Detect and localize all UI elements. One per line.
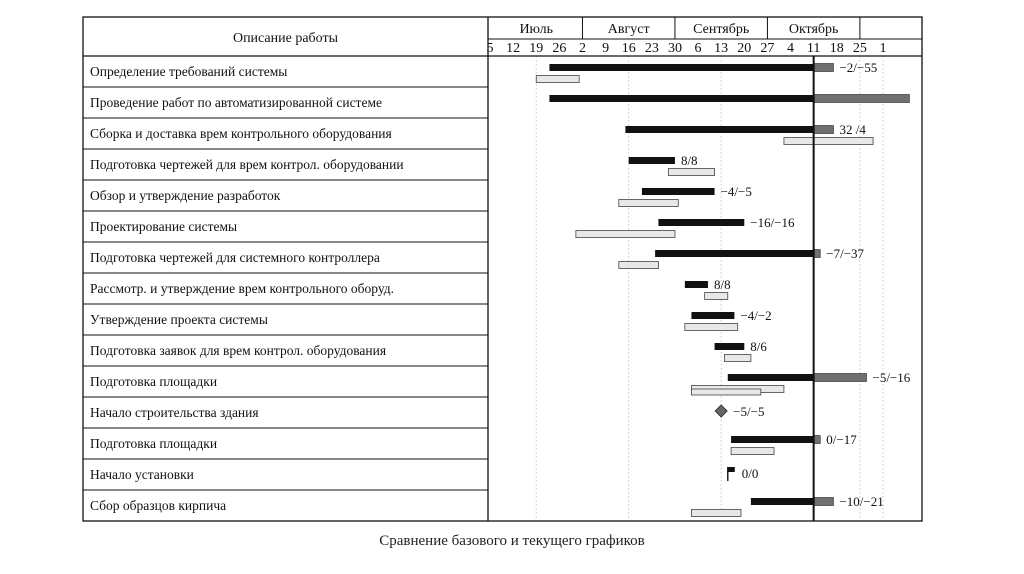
task-name: Утверждение проекта системы bbox=[90, 312, 268, 327]
task-name: Определение требований системы bbox=[90, 64, 288, 79]
baseline-bar bbox=[576, 231, 675, 238]
month-label: Октябрь bbox=[788, 22, 839, 37]
task-name: Проведение работ по автоматизированной системе bbox=[90, 95, 382, 110]
slip-bar bbox=[814, 64, 834, 72]
week-tick-label: 16 bbox=[621, 41, 636, 56]
variance-label: 0/−17 bbox=[826, 432, 857, 447]
week-tick-label: 9 bbox=[602, 41, 610, 56]
baseline-bar bbox=[619, 200, 678, 207]
week-tick-label: 6 bbox=[694, 41, 702, 56]
task-name: Подготовка площадки bbox=[90, 436, 218, 451]
variance-label: −4/−2 bbox=[740, 308, 772, 323]
current-bar bbox=[691, 312, 734, 319]
month-label: Июль bbox=[519, 22, 554, 37]
week-tick-label: 25 bbox=[852, 41, 867, 56]
week-tick-label: 1 bbox=[879, 41, 887, 56]
baseline-bar bbox=[668, 169, 714, 176]
flag-marker bbox=[728, 467, 735, 472]
current-bar bbox=[629, 157, 675, 164]
task-column-header: Описание работы bbox=[232, 31, 339, 46]
baseline-bar bbox=[784, 138, 873, 145]
variance-label: 8/8 bbox=[713, 277, 731, 292]
task-name: Подготовка заявок для врем контрол. оборудования bbox=[90, 343, 387, 358]
task-name: Проектирование системы bbox=[90, 219, 238, 234]
slip-bar bbox=[814, 498, 834, 506]
task-name: Подготовка чертежей для системного контроллера bbox=[90, 250, 380, 265]
baseline-bar bbox=[724, 355, 750, 362]
variance-label: −10/−21 bbox=[839, 494, 884, 509]
current-bar bbox=[625, 126, 813, 133]
slip-bar bbox=[814, 374, 867, 382]
current-bar bbox=[751, 498, 814, 505]
baseline-bar bbox=[619, 262, 659, 269]
baseline-bar bbox=[691, 510, 741, 517]
month-label: Сентябрь bbox=[693, 22, 750, 37]
variance-label: −16/−16 bbox=[750, 215, 795, 230]
current-bar bbox=[658, 219, 744, 226]
variance-label: 8/6 bbox=[750, 339, 767, 354]
month-label: Август bbox=[607, 22, 650, 37]
week-tick-label: 4 bbox=[787, 41, 795, 56]
variance-label: 32 /4 bbox=[839, 122, 866, 137]
chart-caption: Сравнение базового и текущего графиков bbox=[379, 533, 645, 549]
task-name: Подготовка чертежей для врем контрол. оборудовании bbox=[90, 157, 404, 172]
week-tick-label: 30 bbox=[667, 41, 682, 56]
baseline-bar bbox=[691, 389, 760, 395]
week-tick-label: 18 bbox=[829, 41, 844, 56]
baseline-bar bbox=[731, 448, 774, 455]
task-name: Сборка и доставка врем контрольного оборудования bbox=[90, 126, 392, 141]
task-name: Рассмотр. и утверждение врем контрольного оборуд. bbox=[90, 281, 395, 296]
task-name: Начало строительства здания bbox=[90, 405, 259, 420]
slip-bar bbox=[814, 95, 910, 103]
task-name: Начало установки bbox=[90, 467, 194, 482]
current-bar bbox=[549, 64, 813, 71]
week-tick-label: 11 bbox=[806, 41, 821, 56]
current-bar bbox=[642, 188, 715, 195]
current-bar bbox=[731, 436, 814, 443]
current-bar bbox=[715, 343, 745, 350]
week-tick-label: 26 bbox=[552, 41, 567, 56]
week-tick-label: 27 bbox=[760, 41, 775, 56]
variance-label: −2/−55 bbox=[839, 60, 878, 75]
week-tick-label: 19 bbox=[529, 41, 544, 56]
week-tick-label: 23 bbox=[644, 41, 659, 56]
week-tick-label: 12 bbox=[506, 41, 521, 56]
week-tick-label: 13 bbox=[714, 41, 729, 56]
variance-label: 0/0 bbox=[741, 466, 759, 481]
current-bar bbox=[549, 95, 813, 102]
variance-label: 8/8 bbox=[680, 153, 698, 168]
current-bar bbox=[685, 281, 708, 288]
variance-label: −4/−5 bbox=[720, 184, 752, 199]
week-tick-label: 5 bbox=[486, 41, 494, 56]
current-bar bbox=[728, 374, 814, 381]
week-tick-label: 2 bbox=[578, 41, 586, 56]
baseline-bar bbox=[705, 293, 728, 300]
week-tick-label: 20 bbox=[737, 41, 752, 56]
variance-label: −5/−16 bbox=[872, 370, 911, 385]
variance-label: −5/−5 bbox=[733, 404, 765, 419]
variance-label: −7/−37 bbox=[826, 246, 865, 261]
task-name: Сбор образцов кирпича bbox=[90, 498, 227, 513]
task-name: Подготовка площадки bbox=[90, 374, 218, 389]
baseline-bar bbox=[536, 76, 579, 83]
baseline-bar bbox=[685, 324, 738, 331]
milestone-diamond bbox=[715, 405, 727, 417]
slip-bar bbox=[814, 126, 834, 134]
task-name: Обзор и утверждение разработок bbox=[90, 188, 281, 203]
current-bar bbox=[655, 250, 814, 257]
